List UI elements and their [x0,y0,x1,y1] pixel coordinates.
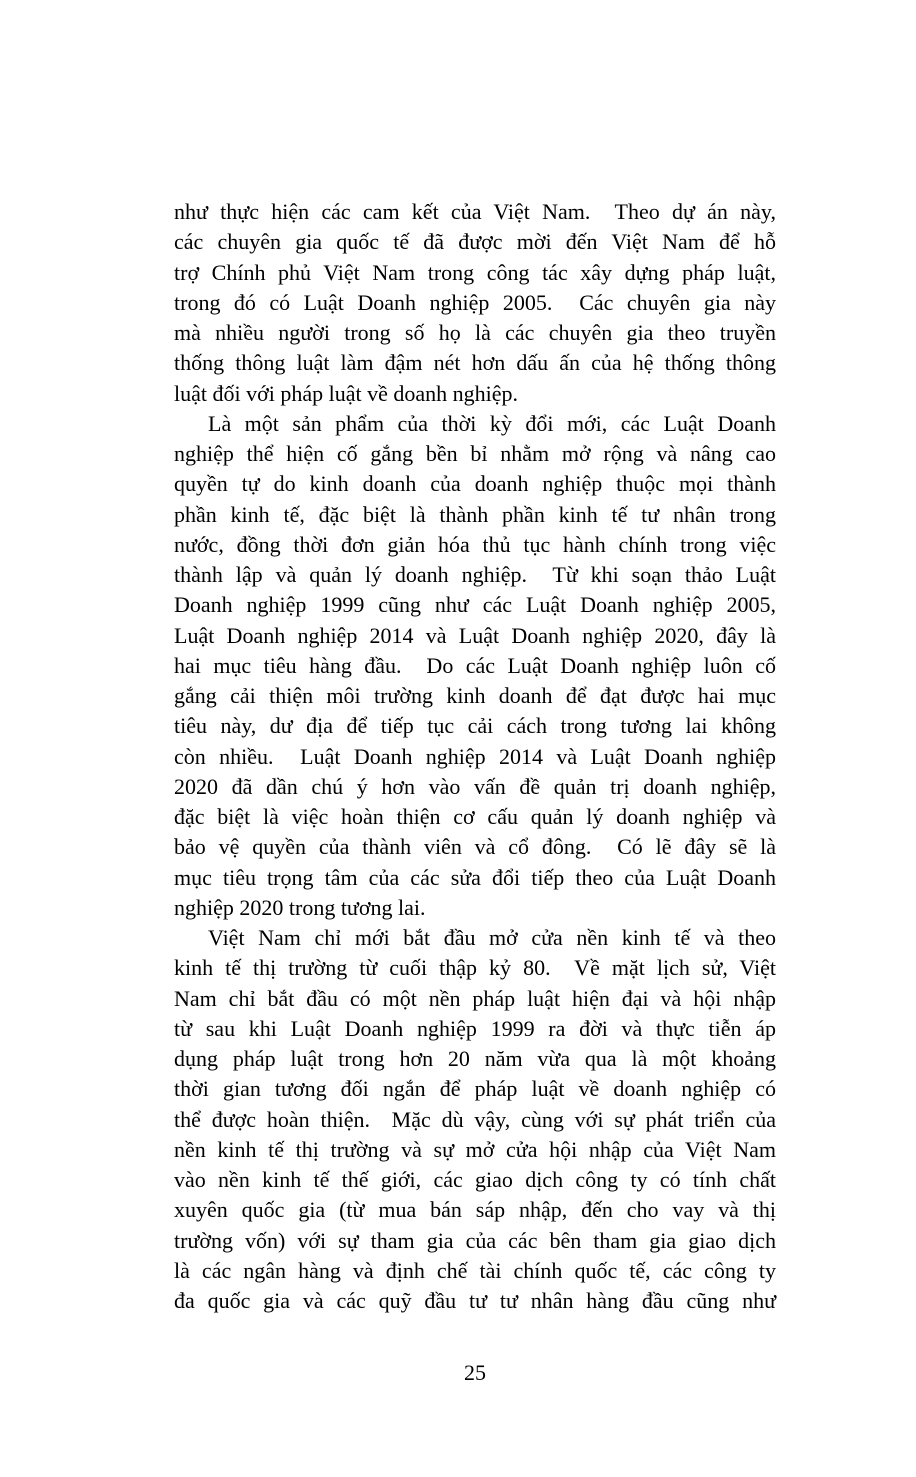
text-line: thời gian tương đối ngắn để pháp luật về doanh nghiệp có [174,1076,776,1102]
text-line: quyền tự do kinh doanh của doanh nghiệp thuộc mọi thành [174,471,776,497]
text-line: đa quốc gia và các quỹ đầu tư tư nhân hàng đầu cũng như [174,1288,776,1313]
text-line: nghiệp thể hiện cố gắng bền bỉ nhằm mở rộng và nâng cao [174,441,776,466]
text-line: như thực hiện các cam kết của Việt Nam. Theo dự án này, [174,199,776,224]
text-line: Doanh nghiệp 1999 cũng như các Luật Doanh nghiệp 2005, [174,592,776,618]
text-line: từ sau khi Luật Doanh nghiệp 1999 ra đời và thực tiễn áp [174,1015,776,1041]
text-line: tiêu này, dư địa để tiếp tục cải cách trong tương lai không [174,713,776,739]
text-line: Nam chỉ bắt đầu có một nền pháp luật hiện đại và hội nhập [174,985,776,1011]
paragraph [174,409,776,923]
text-line: trường vốn) với sự tham gia của các bên tham gia giao dịch [174,1227,776,1253]
text-line: Luật Doanh nghiệp 2014 và Luật Doanh nghiệp 2020, đây là [174,622,776,648]
text-line: xuyên quốc gia (từ mua bán sáp nhập, đến cho vay và thị [174,1197,776,1223]
page-number: 25 [464,1360,486,1385]
text-line: 2020 đã dần chú ý hơn vào vấn đề quản trị doanh nghiệp, [174,773,776,799]
text-line: luật đối với pháp luật về doanh nghiệp. [174,380,519,406]
text-line: bảo vệ quyền của thành viên và cổ đông. Có lẽ đây sẽ là [174,834,776,860]
paragraph [174,923,776,1316]
text-line: nước, đồng thời đơn giản hóa thủ tục hành chính trong việc [174,531,776,557]
text-line: gắng cải thiện môi trường kinh doanh để đạt được hai mục [174,683,776,708]
text-line: nền kinh tế thị trường và sự mở cửa hội nhập của Việt Nam [174,1136,776,1162]
text-line: hai mục tiêu hàng đầu. Do các Luật Doanh nghiệp luôn cố [174,652,776,678]
paragraph [174,197,776,409]
text-line: nghiệp 2020 trong tương lai. [174,894,426,920]
text-line: vào nền kinh tế thế giới, các giao dịch công ty có tính chất [174,1167,776,1192]
text-line: trợ Chính phủ Việt Nam trong công tác xây dựng pháp luật, [174,259,776,285]
text-line: Là một sản phẩm của thời kỳ đổi mới, các Luật Doanh [208,410,776,436]
text-line: mục tiêu trọng tâm của các sửa đổi tiếp theo của Luật Doanh [174,864,776,890]
body-text [174,197,776,1316]
text-line: còn nhiều. Luật Doanh nghiệp 2014 và Luật Doanh nghiệp [174,743,776,769]
text-line: là các ngân hàng và định chế tài chính quốc tế, các công ty [174,1257,776,1283]
text-line: phần kinh tế, đặc biệt là thành phần kinh tế tư nhân trong [174,501,776,527]
text-line: mà nhiều người trong số họ là các chuyên gia theo truyền [174,320,776,345]
text-line: thống thông luật làm đậm nét hơn dấu ấn của hệ thống thông [174,350,776,376]
text-line: dụng pháp luật trong hơn 20 năm vừa qua là một khoảng [174,1046,776,1071]
text-line: Việt Nam chỉ mới bắt đầu mở cửa nền kinh tế và theo [208,925,776,950]
text-line: kinh tế thị trường từ cuối thập kỷ 80. Về mặt lịch sử, Việt [174,955,776,981]
text-line: đặc biệt là việc hoàn thiện cơ cấu quản lý doanh nghiệp và [174,804,776,829]
text-line: các chuyên gia quốc tế đã được mời đến Việt Nam để hỗ [174,229,776,255]
text-line: thể được hoàn thiện. Mặc dù vậy, cùng với sự phát triển của [174,1106,776,1132]
text-line: thành lập và quản lý doanh nghiệp. Từ khi soạn thảo Luật [174,562,776,587]
text-line: trong đó có Luật Doanh nghiệp 2005. Các chuyên gia này [174,289,776,315]
